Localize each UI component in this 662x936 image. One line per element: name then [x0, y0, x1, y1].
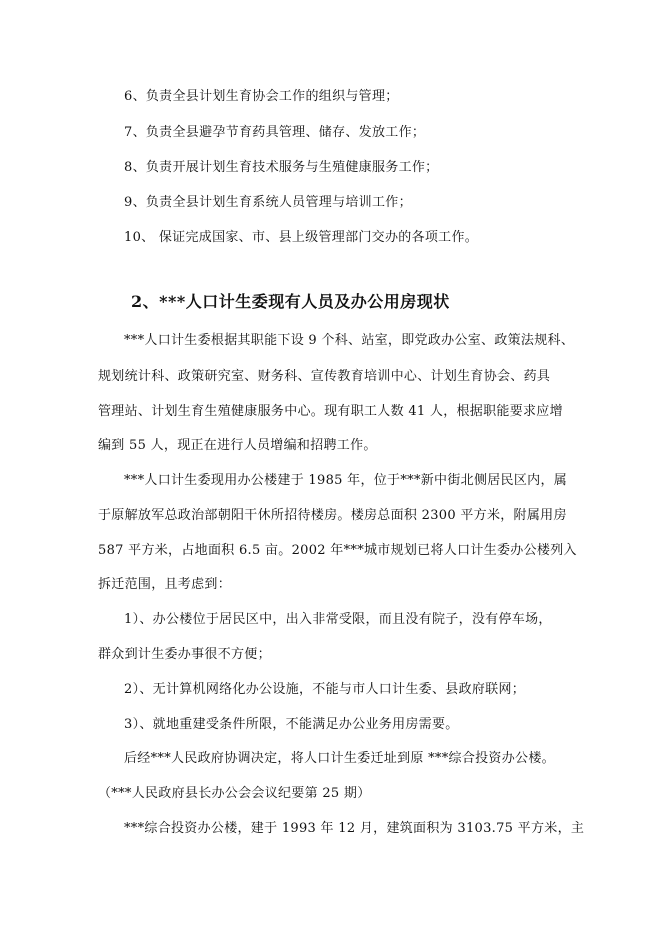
paragraph-line: 规划统计科、政策研究室、财务科、宣传教育培训中心、计划生育协会、药具 [98, 369, 551, 384]
paragraph-line: ***人口计生委根据其职能下设 9 个科、站室，即党政办公室、政策法规科、 [124, 333, 575, 348]
paragraph-line: 587 平方米，占地面积 6.5 亩。2002 年***城市规划已将人口计生委办公楼列入 [98, 543, 577, 558]
paragraph-line: 编到 55 人，现正在进行人员增编和招聘工作。 [98, 438, 377, 453]
paragraph-line: ***人口计生委现用办公楼建于 1985 年，位于***新中街北侧居民区内，属 [124, 473, 568, 488]
duty-item-6: 6、负责全县计划生育协会工作的组织与管理； [124, 89, 399, 104]
paragraph-line: 群众到计生委办事很不方便； [98, 647, 271, 662]
duty-item-9: 9、负责全县计划生育系统人员管理与培训工作； [124, 195, 412, 210]
section-heading: 2、***人口计生委现有人员及办公用房现状 [131, 292, 450, 311]
list-item: 3）、就地重建受条件所限，不能满足办公业务用房需要。 [124, 717, 459, 732]
list-item: 1）、办公楼位于居民区中，出入非常受限，而且没有院子，没有停车场， [124, 612, 552, 627]
duty-item-8: 8、负责开展计划生育技术服务与生殖健康服务工作； [124, 160, 439, 175]
paragraph-line: 拆迁范围，且考虑到： [98, 577, 232, 592]
list-item: 2）、无计算机网络化办公设施，不能与市人口计生委、县政府联网； [124, 682, 526, 697]
paragraph-line: 于原解放军总政治部朝阳干休所招待楼房。楼房总面积 2300 平方米，附属用房 [98, 508, 567, 523]
paragraph-line: 管理站、计划生育生殖健康服务中心。现有职工人数 41 人，根据职能要求应增 [98, 404, 563, 419]
paragraph-line: 后经***人民政府协调决定，将人口计生委迁址到原 ***综合投资办公楼。 [124, 751, 555, 766]
paragraph-line: ***综合投资办公楼，建于 1993 年 12 月，建筑面积为 3103.75 平方米，主 [124, 821, 585, 836]
paragraph-line: （***人民政府县长办公会会议纪要第 25 期） [98, 786, 371, 801]
duty-item-7: 7、负责全县避孕节育药具管理、储存、发放工作； [124, 125, 426, 140]
duty-item-10: 10、 保证完成国家、市、县上级管理部门交办的各项工作。 [124, 230, 479, 245]
